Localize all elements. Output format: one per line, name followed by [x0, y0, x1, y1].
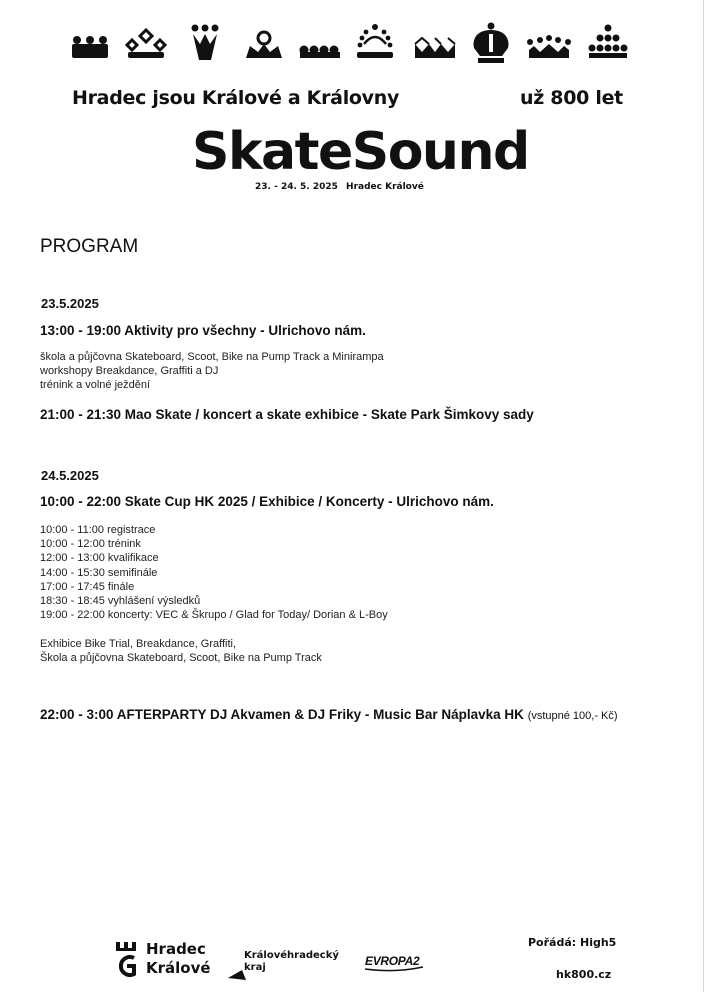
afterparty-title: 22:00 - 3:00 AFTERPARTY DJ Akvamen & DJ Friky - Music Bar Náplavka HK [40, 707, 524, 722]
extras-line: Škola a půjčovna Skateboard, Scoot, Bike na Pump Track [40, 652, 322, 665]
crown-icon-10 [586, 22, 630, 62]
organizer: Pořádá: High5 [528, 936, 617, 949]
crown-icon-7 [412, 22, 458, 62]
detail-line: trénink a volné ježdění [40, 379, 151, 392]
afterparty-note: (vstupné 100,- Kč) [527, 710, 618, 722]
schedule-line: 19:00 - 22:00 koncerty: VEC & Škrupo / Glad for Today/ Dorian & L-Boy [40, 609, 388, 622]
extras-line: Exhibice Bike Trial, Breakdance, Graffiti, [40, 638, 237, 650]
event-head-afterparty [40, 707, 618, 722]
kraj-logo-text [244, 950, 339, 974]
event-head: 10:00 - 22:00 Skate Cup HK 2025 / Exhibice / Koncerty - Ulrichovo nám. [40, 494, 494, 509]
event-schedule [40, 523, 388, 622]
crown-icon-4 [242, 22, 286, 62]
crown-icon-2 [124, 22, 168, 62]
day-date-2: 24.5.2025 [41, 468, 99, 483]
brand-dates: 23. - 24. 5. 2025 [255, 182, 338, 192]
kraj-arrow-icon [228, 970, 246, 984]
crown-icon-1 [70, 22, 110, 62]
schedule-line: 12:00 - 13:00 kvalifikace [40, 552, 159, 565]
schedule-line: 17:00 - 17:45 finále [40, 580, 135, 593]
brand-subtitle [255, 182, 424, 192]
hk-logo-line: Hradec [146, 940, 206, 958]
day-date-1: 23.5.2025 [41, 296, 99, 311]
event-details [40, 350, 384, 393]
hradec-kralove-logo [114, 940, 214, 984]
crown-icon-9 [526, 22, 572, 62]
crown-icon-row [70, 22, 630, 66]
schedule-line: 14:00 - 15:30 semifinále [40, 566, 158, 579]
schedule-line: 10:00 - 11:00 registrace [40, 524, 156, 536]
crown-icon-3 [190, 22, 220, 62]
kraj-logo-line: kraj [244, 962, 266, 973]
event-extras [40, 637, 322, 665]
evropa2-text: EVROPA2 [365, 954, 420, 968]
hk-logo-line: Králové [146, 959, 211, 977]
event-head: 13:00 - 19:00 Aktivity pro všechny - Ulrichovo nám. [40, 323, 366, 338]
kraj-logo-line: Královéhradecký [244, 950, 339, 961]
tagline-left: Hradec jsou Králové a Královny [72, 87, 400, 109]
brand-place: Hradec Králové [346, 182, 424, 192]
crown-icon-6 [352, 22, 398, 62]
crown-icon-5 [298, 22, 342, 62]
schedule-line: 10:00 - 12:00 trénink [40, 538, 141, 551]
tagline-right: už 800 let [520, 87, 623, 109]
crown-icon-8 [470, 22, 512, 64]
website[interactable]: hk800.cz [556, 968, 612, 981]
event-head: 21:00 - 21:30 Mao Skate / koncert a skate exhibice - Skate Park Šimkovy sady [40, 407, 534, 422]
schedule-line: 18:30 - 18:45 vyhlášení výsledků [40, 595, 201, 608]
detail-line: workshopy Breakdance, Graffiti a DJ [40, 365, 219, 378]
kralovehradecky-kraj-logo [228, 950, 348, 990]
hk-crown-g-icon [114, 940, 138, 980]
detail-line: škola a půjčovna Skateboard, Scoot, Bike na Pump Track a Minirampa [40, 351, 384, 363]
program-title: PROGRAM [40, 236, 139, 257]
hk-logo-text [146, 940, 211, 978]
evropa2-logo [363, 950, 427, 974]
brand-title: SkateSound [192, 122, 529, 182]
